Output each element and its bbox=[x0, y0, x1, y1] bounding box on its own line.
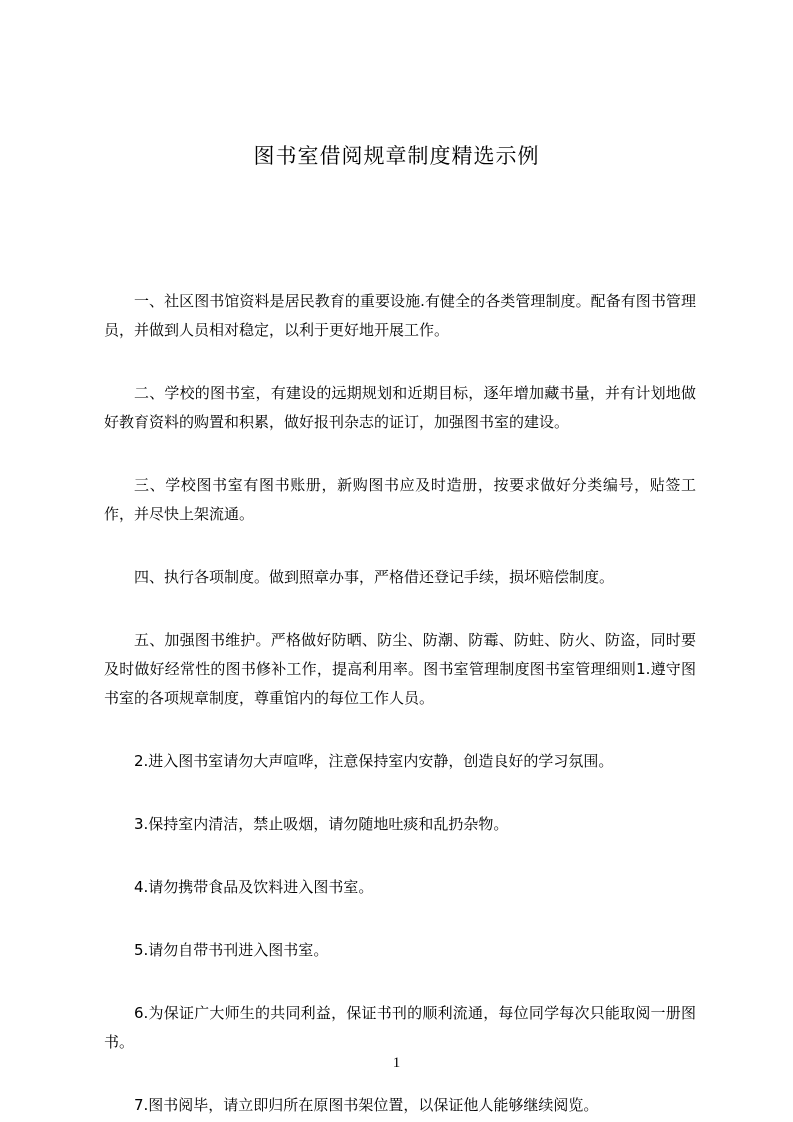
paragraph-spacer bbox=[104, 776, 696, 810]
rule-6: 6.为保证广大师生的共同利益，保证书刊的顺利流通，每位同学每次只能取阅一册图书。 bbox=[104, 1004, 696, 1051]
paragraph-spacer bbox=[104, 437, 696, 471]
paragraph-3: 三、学校图书室有图书账册，新购图书应及时造册，按要求做好分类编号，贴签工作，并尽快上架流通。 bbox=[104, 476, 696, 523]
rule-7: 7.图书阅毕，请立即归所在原图书架位置，以保证他人能够继续阅览。 bbox=[134, 1096, 599, 1114]
paragraph-spacer bbox=[104, 345, 696, 379]
rule-3: 3.保持室内清洁，禁止吸烟，请勿随地吐痰和乱扔杂物。 bbox=[134, 815, 509, 833]
paragraph-spacer bbox=[104, 839, 696, 873]
paragraph-spacer bbox=[104, 529, 696, 563]
rule-4: 4.请勿携带食品及饮料进入图书室。 bbox=[134, 878, 374, 896]
page-number: 1 bbox=[392, 1055, 401, 1071]
paragraph-spacer bbox=[104, 713, 696, 747]
paragraph-1: 一、社区图书馆资料是居民教育的重要设施.有健全的各类管理制度。配备有图书管理员，并做到人员相对稳定，以利于更好地开展工作。 bbox=[104, 292, 696, 339]
document-title: 图书室借阅规章制度精选示例 bbox=[253, 144, 540, 168]
paragraph-2: 二、学校的图书室，有建设的远期规划和近期目标，逐年增加藏书量，并有计划地做好教育资料的购置和积累，做好报刊杂志的证订，加强图书室的建设。 bbox=[104, 384, 696, 431]
paragraph-spacer bbox=[104, 965, 696, 999]
paragraph-spacer bbox=[104, 592, 696, 626]
rule-5: 5.请勿自带书刊进入图书室。 bbox=[134, 941, 329, 959]
rule-2: 2.进入图书室请勿大声喧哗，注意保持室内安静，创造良好的学习氛围。 bbox=[134, 752, 614, 770]
paragraph-spacer bbox=[104, 902, 696, 936]
paragraph-5: 五、加强图书维护。严格做好防晒、防尘、防潮、防霉、防蛀、防火、防盗，同时要及时做好经常性的图书修补工作，提高利用率。图书室管理制度图书室管理细则1.遵守图书室的各项规章制度，尊重馆内的每位工作人员。 bbox=[104, 631, 696, 707]
paragraph-4: 四、执行各项制度。做到照章办事，严格借还登记手续，损坏赔偿制度。 bbox=[134, 568, 615, 586]
document-body bbox=[104, 287, 696, 1120]
